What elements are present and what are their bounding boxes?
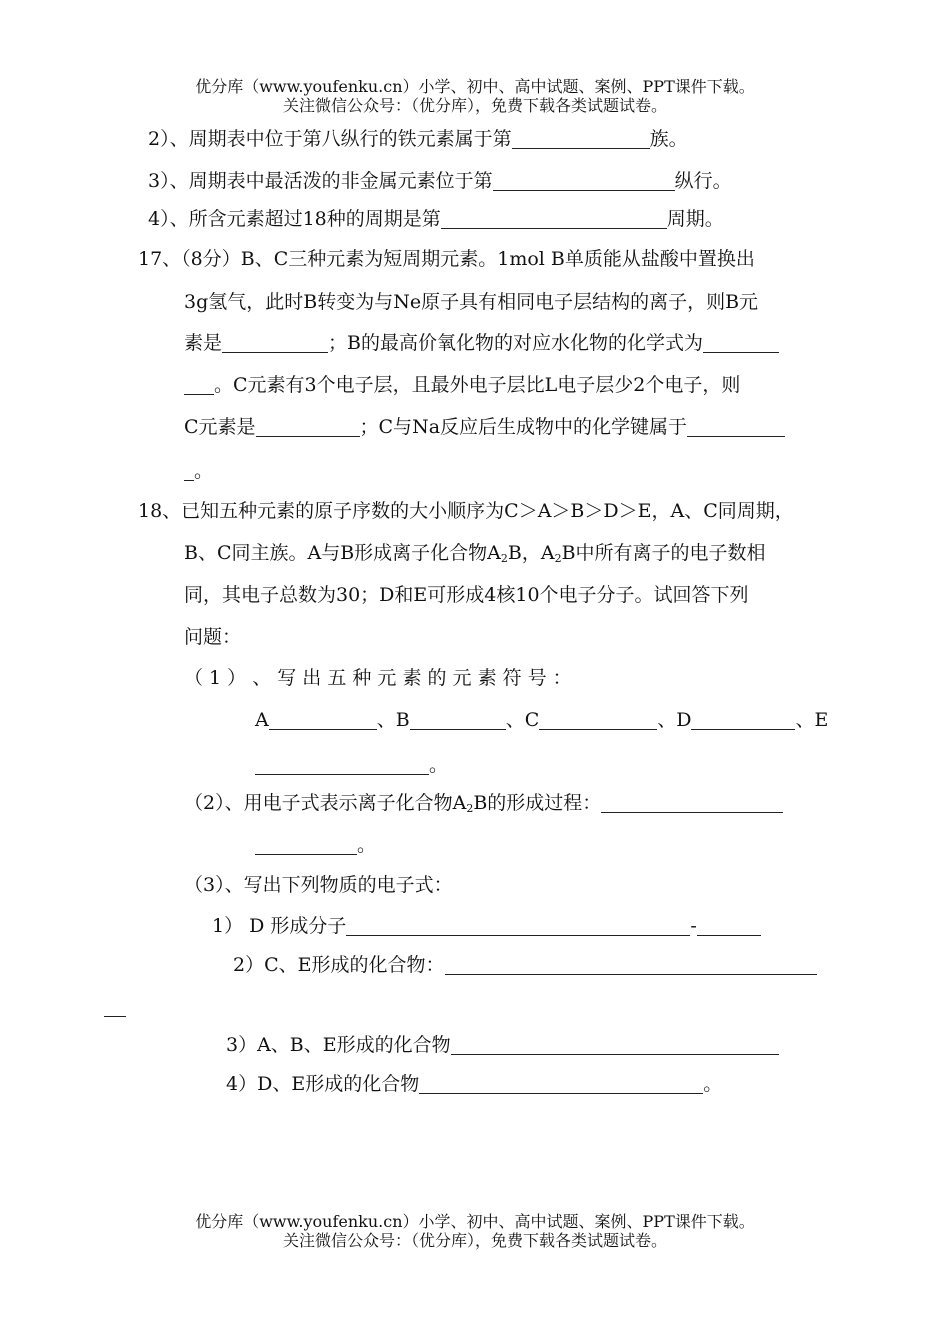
q16-item-2 [148,126,688,152]
q16-item-3 [148,168,732,194]
item-2-text: 2）C、E形成的化合物： [233,954,445,976]
item-2-blank-cont[interactable] [104,1016,126,1017]
symbol-b-blank[interactable] [410,709,506,730]
q18-part-2-text: （2）、用电子式表示离子化合物A [184,792,467,814]
q18-part-1-line-2 [255,752,448,778]
q18-part-3-item-4 [226,1071,722,1097]
q16-item-3-text: 3）、周期表中最活泼的非金属元素位于第 [148,170,493,192]
symbol-d-label: 、D [657,709,692,731]
q17-line-3-mid: ；B的最高价氧化物的对应水化物的化学式为 [328,332,703,354]
q16-item-4 [148,206,724,232]
q17-line-6 [184,458,213,484]
q17-b-hydrate-blank[interactable] [703,332,779,353]
symbol-a-label: A [255,709,269,731]
q16-item-4-text: 4）、所含元素超过18种的周期是第 [148,208,441,230]
q18-line-2-text-a: B、C同主族。A与B形成离子化合物A [184,542,501,564]
q17-line-3 [184,330,779,356]
q17-line-5-mid: ；C与Na反应后生成物中的化学键属于 [359,416,688,438]
item-4-end: 。 [703,1073,723,1095]
symbol-c-label: 、C [505,709,540,731]
q18-part-3-label: （3）、写出下列物质的电子式： [184,874,453,896]
q17-line-5-text: C元素是 [184,416,256,438]
symbol-e-label: 、E [795,709,829,731]
q17-line-3-text: 素是 [184,332,223,354]
q18-part-1-end: 。 [429,754,449,776]
q16-item-3-blank[interactable] [493,170,675,191]
item-1-text: 1） D 形成分子 [212,915,347,937]
q18-part-2-end: 。 [357,834,377,856]
q18-part-1-symbols [255,707,828,733]
q17-line-4 [184,372,740,398]
q18-part-3-item-1 [212,913,761,939]
page-header-line-2: 关注微信公众号：（优分库），免费下载各类试题试卷。 [282,96,667,115]
item-3-blank[interactable] [451,1034,779,1055]
formation-process-blank[interactable] [601,792,783,813]
q18-part-2-text-b: B的形成过程： [473,792,602,814]
q16-item-2-text: 2）、周期表中位于第八纵行的铁元素属于第 [148,128,512,150]
item-1-dash: - [690,915,697,937]
item-2-blank[interactable] [445,954,817,975]
item-3-text: 3）A、B、E形成的化合物 [226,1034,451,1056]
q17-line-1: 17、（8分）B、C三种元素为短周期元素。1mol B单质能从盐酸中置换出 [138,248,755,270]
item-1-blank-2[interactable] [697,915,761,936]
q18-part-1-label: （ 1 ） 、 写 出 五 种 元 素 的 元 素 符 号 ： [184,667,572,689]
q18-part-2-line-2 [255,832,376,858]
q17-c-element-blank[interactable] [256,416,360,437]
q16-item-4-suffix: 周期。 [666,208,724,230]
symbol-c-blank[interactable] [539,709,657,730]
q17-bond-type-blank-cont[interactable] [184,460,194,481]
q17-line-4-text: 。C元素有3个电子层，且最外电子层比L电子层少2个电子，则 [214,374,741,396]
q18-line-4: 问题： [184,626,242,648]
q17-line-5 [184,414,785,440]
q18-line-2-text-c: B中所有离子的电子数相 [561,542,766,564]
q17-b-hydrate-blank-cont[interactable] [184,374,214,395]
symbol-e-blank[interactable] [255,754,429,775]
formation-process-blank-cont[interactable] [255,834,357,855]
page-header-line-1: 优分库（www.youfenku.cn）小学、初中、高中试题、案例、PPT课件下载。 [195,77,755,96]
q18-part-2-sub: 2 [466,802,474,815]
q18-line-2-sub-2: 2 [554,552,562,565]
q18-line-3: 同，其电子总数为30；D和E可形成4核10个电子分子。试回答下列 [184,584,749,606]
symbol-a-blank[interactable] [269,709,377,730]
item-1-blank[interactable] [346,915,690,936]
q18-part-3-item-3 [226,1032,779,1058]
page-footer-line-2: 关注微信公众号：（优分库），免费下载各类试题试卷。 [282,1231,667,1250]
item-4-text: 4）D、E形成的化合物 [226,1073,420,1095]
q18-part-3-item-2 [233,952,817,978]
q16-item-2-suffix: 族。 [649,128,688,150]
q17-bond-type-blank[interactable] [687,416,785,437]
q17-b-element-blank[interactable] [222,332,328,353]
q17-line-2: 3g氢气，此时B转变为与Ne原子具有相同电子层结构的离子，则B元 [184,291,759,313]
q18-part-2 [184,790,783,816]
q16-item-2-blank[interactable] [512,128,650,149]
page-footer-line-1: 优分库（www.youfenku.cn）小学、初中、高中试题、案例、PPT课件下载。 [195,1212,755,1231]
q16-item-4-blank[interactable] [441,208,667,229]
symbol-b-label: 、B [376,709,410,731]
q16-item-3-suffix: 纵行。 [674,170,732,192]
q18-line-2 [184,540,766,566]
symbol-d-blank[interactable] [691,709,795,730]
q18-line-2-sub-1: 2 [500,552,508,565]
q17-line-6-text: 。 [194,460,214,482]
q18-line-1: 18、已知五种元素的原子序数的大小顺序为C＞A＞B＞D＞E，A、C同周期， [138,500,794,522]
item-4-blank[interactable] [419,1073,703,1094]
q18-line-2-text-b: B，A [507,542,555,564]
